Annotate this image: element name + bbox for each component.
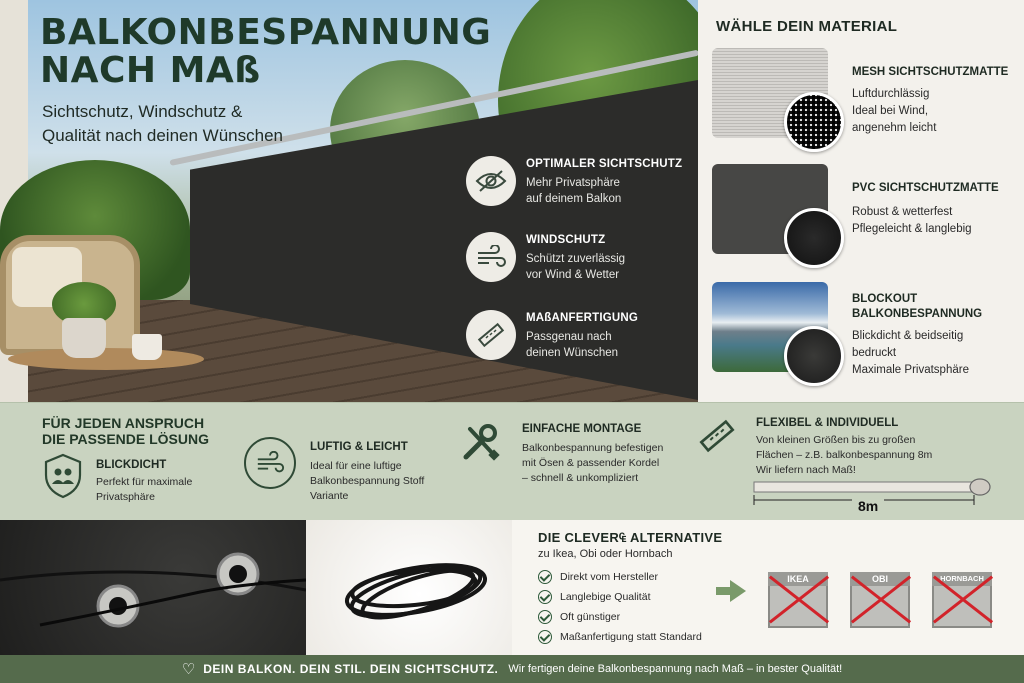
store-obi: OBI: [846, 570, 914, 630]
feature-windschutz: WINDSCHUTZ Schützt zuverlässig vor Wind & Wetter: [466, 232, 686, 286]
blockout-zoom: [784, 326, 844, 386]
store-ikea: IKEA: [764, 570, 832, 630]
check-icon: [538, 610, 552, 624]
benefit-blickdicht: BLICKDICHT Perfekt für maximale Privatsphäre: [40, 453, 240, 513]
alternative-subtitle: zu Ikea, Obi oder Hornbach: [538, 548, 673, 560]
shield-people-icon: [40, 453, 86, 499]
check-icon: [538, 630, 552, 644]
wind-icon: [244, 437, 296, 489]
page-title: BALKONBESPANNUNG NACH MAß: [40, 12, 492, 91]
eye-slash-icon: [466, 156, 516, 206]
side-table: [8, 348, 204, 370]
coffee-cup: [132, 334, 162, 360]
material-blockout[interactable]: BLOCKOUT BALKONBESPANNUNG Blickdicht & beidseitig bedruckt Maximale Privatsphäre: [712, 282, 1022, 392]
rope-image: [306, 520, 512, 655]
wind-icon: [466, 232, 516, 282]
hero-subtitle: Sichtschutz, Windschutz & Qualität nach deinen Wünschen: [42, 102, 283, 145]
check-icon: [538, 570, 552, 584]
plant-pot: [62, 318, 106, 358]
grommet-closeup: [0, 520, 306, 655]
alternative-panel: DIE CLEVER₠ ALTERNATIVE zu Ikea, Obi oder Hornbach Direkt vom Hersteller Langlebige Qualität Oft günstiger Maßanfertigung statt Standard IKEA OBI HORNBACH: [512, 520, 1024, 655]
measure-8m: [752, 476, 992, 518]
benefit-flexibel: FLEXIBEL & INDIVIDUELL Von kleinen Größen bis zu großen Flächen – z.B. balkonbespannung 8m Wir liefern nach Maß!: [694, 413, 1014, 483]
footer-text: Wir fertigen deine Balkonbespannung nach Maß – in bester Qualität!: [508, 663, 843, 675]
ruler-icon: [466, 310, 516, 360]
feature-massanfertigung: MAßANFERTIGUNG Passgenau nach deinen Wünschen: [466, 310, 686, 364]
material-heading: WÄHLE DEIN MATERIAL: [716, 18, 898, 35]
footer-bar: [0, 655, 1024, 683]
material-mesh[interactable]: MESH SICHTSCHUTZMATTE Luftdurchlässig Ideal bei Wind, angenehm leicht: [712, 48, 1022, 158]
footer-slogan: DEIN BALKON. DEIN STIL. DEIN SICHTSCHUTZ.: [203, 662, 499, 676]
ruler-icon: [694, 413, 740, 459]
check-icon: [538, 590, 552, 604]
tools-icon: [458, 419, 504, 465]
feature-sichtschutz: OPTIMALER SICHTSCHUTZ Mehr Privatsphäre auf deinem Balkon: [466, 156, 686, 210]
material-panel: [698, 0, 1024, 402]
store-hornbach: HORNBACH: [928, 570, 996, 630]
pvc-zoom: [784, 208, 844, 268]
mesh-zoom: [784, 92, 844, 152]
benefit-montage: EINFACHE MONTAGE Balkonbespannung befestigen mit Ösen & passender Kordel – schnell & unkompliziert: [458, 419, 698, 509]
arrow-right-icon: [730, 580, 746, 602]
material-pvc[interactable]: PVC SICHTSCHUTZMATTE Robust & wetterfest Pflegeleicht & langlebig: [712, 164, 1022, 274]
alternative-title: DIE CLEVER₠ ALTERNATIVE: [538, 530, 723, 545]
measure-label: 8m: [852, 498, 884, 514]
benefit-luftig: LUFTIG & LEICHT Ideal für eine luftige Balkonbespannung Stoff Variante: [244, 437, 454, 517]
band-heading: FÜR JEDEN ANSPRUCH DIE PASSENDE LÖSUNG: [42, 415, 209, 447]
heart-icon: ♡: [181, 660, 196, 678]
